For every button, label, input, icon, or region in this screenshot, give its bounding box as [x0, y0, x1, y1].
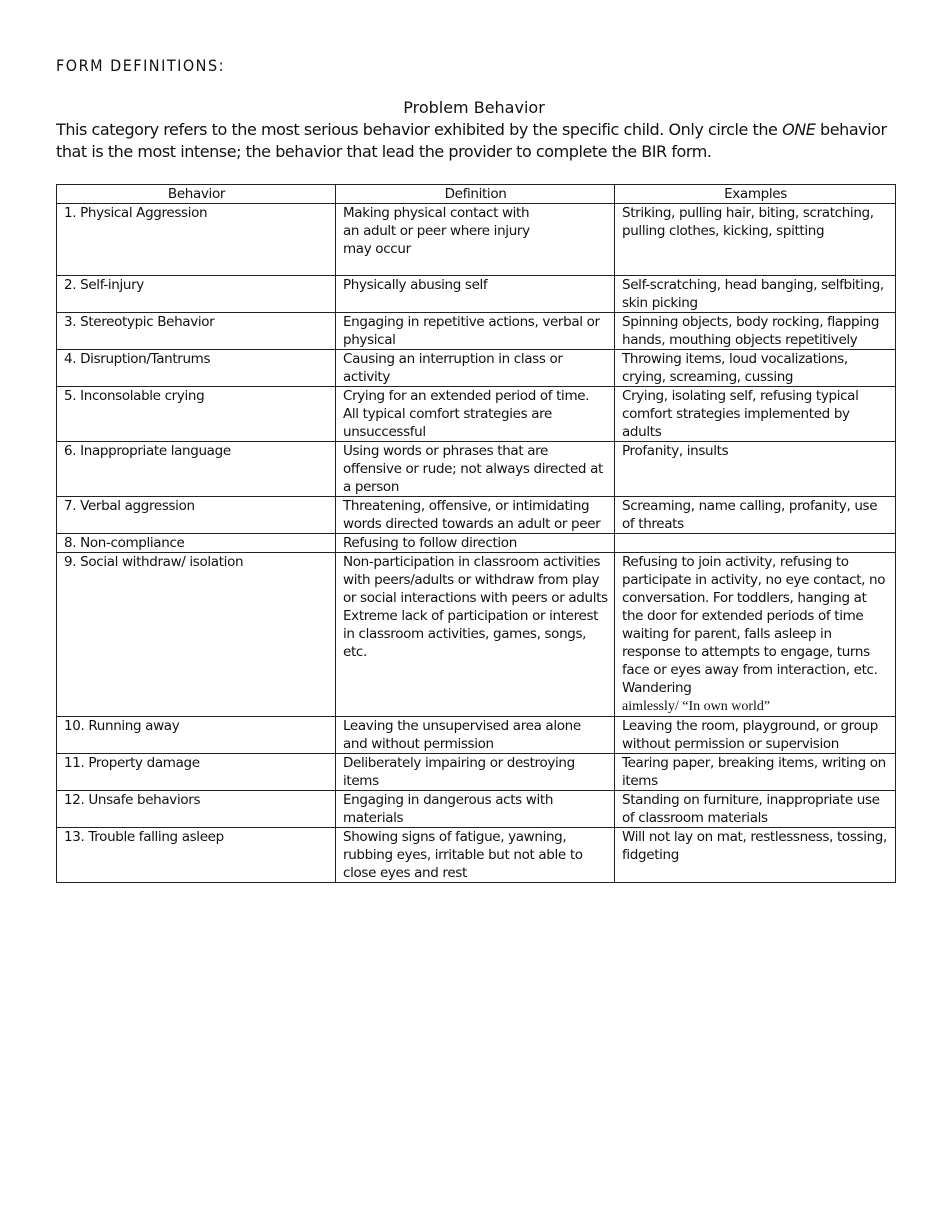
table-row	[57, 313, 896, 350]
table-row	[57, 534, 896, 553]
definition-cell: Showing signs of fatigue, yawning, rubbing eyes, irritable but not able to close eyes and rest	[336, 828, 615, 883]
behavior-cell: 5. Inconsolable crying	[57, 387, 336, 442]
examples-cell: Leaving the room, playground, or group without permission or supervision	[615, 717, 896, 754]
table-row	[57, 553, 896, 717]
examples-cell: Screaming, name calling, profanity, use of threats	[615, 497, 896, 534]
table-row	[57, 276, 896, 313]
definition-cell: Engaging in repetitive actions, verbal or physical	[336, 313, 615, 350]
table-row	[57, 387, 896, 442]
table-row	[57, 754, 896, 791]
definition-cell	[336, 204, 615, 276]
definition-cell: Causing an interruption in class or activity	[336, 350, 615, 387]
intro-text-after: behavior that is the most intense; the behavior that lead the provider to complete the BIR form.	[56, 120, 887, 161]
behavior-cell: 6. Inappropriate language	[57, 442, 336, 497]
column-header-behavior: Behavior	[57, 185, 336, 204]
examples-cell: Crying, isolating self, refusing typical comfort strategies implemented by adults	[615, 387, 896, 442]
examples-cell	[615, 534, 896, 553]
definition-cell: Using words or phrases that are offensive or rude; not always directed at a person	[336, 442, 615, 497]
column-header-definition: Definition	[336, 185, 615, 204]
examples-cell: Tearing paper, breaking items, writing on items	[615, 754, 896, 791]
definitions-table	[56, 184, 896, 883]
intro-paragraph	[56, 119, 892, 163]
examples-cell: Striking, pulling hair, biting, scratching, pulling clothes, kicking, spitting	[615, 204, 896, 276]
definition-line: Making physical contact with an adult or peer where injury may occur	[343, 205, 530, 257]
behavior-cell: 12. Unsafe behaviors	[57, 791, 336, 828]
definition-cell: Physically abusing self	[336, 276, 615, 313]
intro-emphasis: ONE	[782, 120, 816, 139]
definition-cell: Leaving the unsupervised area alone and without permission	[336, 717, 615, 754]
table-row	[57, 497, 896, 534]
behavior-cell: 3. Stereotypic Behavior	[57, 313, 336, 350]
examples-text-tail: aimlessly/ “In own world”	[622, 699, 771, 714]
behavior-cell: 9. Social withdraw/ isolation	[57, 553, 336, 717]
definition-cell: Deliberately impairing or destroying items	[336, 754, 615, 791]
examples-cell: Standing on furniture, inappropriate use of classroom materials	[615, 791, 896, 828]
examples-cell: Throwing items, loud vocalizations, crying, screaming, cussing	[615, 350, 896, 387]
table-row	[57, 204, 896, 276]
definition-cell: Crying for an extended period of time. All typical comfort strategies are unsuccessful	[336, 387, 615, 442]
definition-cell: Refusing to follow direction	[336, 534, 615, 553]
definition-cell: Non-participation in classroom activities with peers/adults or withdraw from play or social interactions with peers or adults Extreme lack of participation or interest in classroom activities, games, songs, etc.	[336, 553, 615, 717]
behavior-cell: 8. Non-compliance	[57, 534, 336, 553]
table-header-row	[57, 185, 896, 204]
behavior-cell: 2. Self-injury	[57, 276, 336, 313]
examples-cell: Will not lay on mat, restlessness, tossing, fidgeting	[615, 828, 896, 883]
table-row	[57, 791, 896, 828]
definition-cell: Engaging in dangerous acts with materials	[336, 791, 615, 828]
table-row	[57, 442, 896, 497]
table-row	[57, 717, 896, 754]
table-row	[57, 828, 896, 883]
examples-cell: Self-scratching, head banging, selfbiting, skin picking	[615, 276, 896, 313]
behavior-cell: 11. Property damage	[57, 754, 336, 791]
table-row	[57, 350, 896, 387]
examples-cell: Spinning objects, body rocking, flapping hands, mouthing objects repetitively	[615, 313, 896, 350]
behavior-cell: 1. Physical Aggression	[57, 204, 336, 276]
form-heading: FORM DEFINITIONS:	[56, 56, 225, 75]
behavior-cell: 13. Trouble falling asleep	[57, 828, 336, 883]
section-title: Problem Behavior	[403, 98, 545, 117]
examples-cell: Profanity, insults	[615, 442, 896, 497]
behavior-cell: 4. Disruption/Tantrums	[57, 350, 336, 387]
behavior-cell: 10. Running away	[57, 717, 336, 754]
intro-text-before: This category refers to the most serious behavior exhibited by the specific child. Only circle the	[56, 120, 783, 139]
examples-cell	[615, 553, 896, 717]
definition-cell: Threatening, offensive, or intimidating words directed towards an adult or peer	[336, 497, 615, 534]
examples-text: Refusing to join activity, refusing to participate in activity, no eye contact, no conversation. For toddlers, hanging at the door for extended periods of time waiting for parent, falls asleep in response to attempts to engage, turns face or eyes away from interaction, etc. Wandering	[622, 554, 886, 696]
behavior-cell: 7. Verbal aggression	[57, 497, 336, 534]
column-header-examples: Examples	[615, 185, 896, 204]
